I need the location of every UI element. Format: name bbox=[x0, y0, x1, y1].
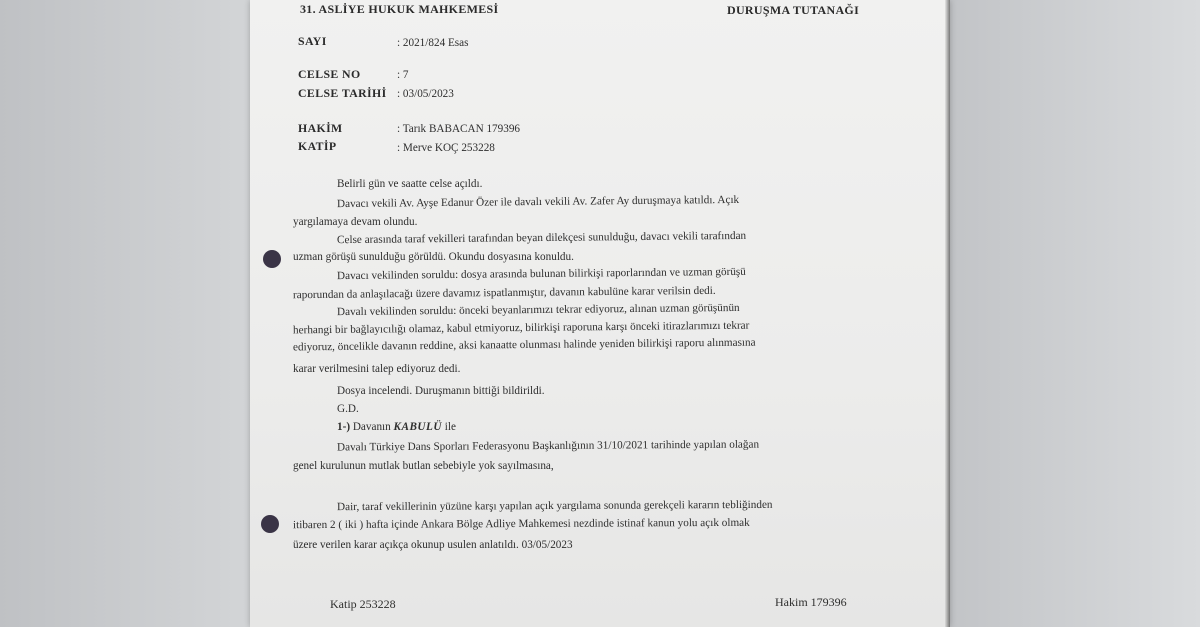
document-type: DURUŞMA TUTANAĞI bbox=[727, 3, 860, 17]
text-line: Davacı vekilinden soruldu: dosya arasında bulunan bilirkişi raporlarından ve uzman görüşü bbox=[336, 265, 746, 283]
court-name: 31. ASLİYE HUKUK MAHKEMESİ bbox=[300, 2, 499, 16]
decision-line bbox=[337, 421, 456, 433]
field-label-celse-tarihi: CELSE TARİHİ bbox=[298, 86, 387, 100]
field-value-hakim: : Tarık BABACAN 179396 bbox=[397, 123, 521, 135]
text-line: karar verilmesini talep ediyoruz dedi. bbox=[293, 363, 461, 375]
text-line: Davalı Türkiye Dans Sporları Federasyonu Başkanlığının 31/10/2021 tarihinde yapılan olağan bbox=[336, 438, 760, 454]
decision-number: 1-) bbox=[337, 421, 351, 433]
text-line: Belirli gün ve saatte celse açıldı. bbox=[337, 178, 483, 190]
judge-signature: Hakim 179396 bbox=[775, 595, 847, 609]
page-edge-shadow bbox=[945, 0, 950, 627]
text-line: G.D. bbox=[337, 403, 359, 415]
field-value-celse-tarihi: : 03/05/2023 bbox=[397, 88, 454, 100]
field-label-celse-no: CELSE NO bbox=[298, 67, 361, 81]
field-value-sayi: : 2021/824 Esas bbox=[397, 37, 469, 49]
text-line: genel kurulunun mutlak butlan sebebiyle yok sayılmasına, bbox=[293, 460, 554, 472]
text-line: itibaren 2 ( iki ) hafta içinde Ankara Bölge Adliye Mahkemesi nezdinde istinaf kanun yolu açık olmak bbox=[292, 516, 750, 532]
text-line: Davacı vekili Av. Ayşe Edanur Özer ile davalı vekili Av. Zafer Ay duruşmaya katıldı. Açık bbox=[336, 193, 740, 211]
text-line: Celse arasında taraf vekilleri tarafından beyan dilekçesi sunulduğu, davacı vekili tarafından bbox=[336, 229, 747, 247]
background-right bbox=[950, 0, 1200, 627]
decision-emphasis: KABULÜ bbox=[393, 421, 442, 433]
text-line: ediyoruz, öncelikle davanın reddine, aksi kanaatte olunması halinde yeniden bilirkişi raporu alınmasına bbox=[292, 336, 756, 354]
field-value-katip: : Merve KOÇ 253228 bbox=[397, 142, 495, 154]
text-line: yargılamaya devam olundu. bbox=[293, 216, 418, 228]
text-line: herhangi bir bağlayıcılığı olamaz, kabul etmiyoruz, bilirkişi raporuna karşı önceki itirazlarımızı tekrar bbox=[292, 319, 750, 337]
field-label-sayi: SAYI bbox=[298, 34, 327, 48]
decision-suffix: ile bbox=[444, 421, 456, 433]
punch-hole bbox=[263, 250, 281, 268]
clerk-signature: Katip 253228 bbox=[330, 597, 396, 611]
field-label-katip: KATİP bbox=[298, 139, 337, 153]
field-value-celse-no: : 7 bbox=[397, 69, 409, 81]
background-left bbox=[0, 0, 250, 627]
text-line: Dair, taraf vekillerinin yüzüne karşı yapılan açık yargılama sonunda gerekçeli kararın tebliğinden bbox=[336, 498, 773, 514]
punch-hole bbox=[261, 515, 279, 533]
field-label-hakim: HAKİM bbox=[298, 121, 343, 135]
decision-prefix: Davanın bbox=[352, 421, 391, 433]
text-line: üzere verilen karar açıkça okunup usulen anlatıldı. 03/05/2023 bbox=[293, 539, 573, 551]
text-line: raporundan da anlaşılacağı üzere davamız ispatlanmıştır, davanın kabulüne karar verilsin dedi. bbox=[292, 284, 716, 302]
text-line: uzman görüşü sunulduğu görüldü. Okundu dosyasına konuldu. bbox=[293, 251, 574, 263]
text-line: Dosya incelendi. Duruşmanın bittiği bildirildi. bbox=[337, 385, 545, 397]
text-line: Davalı vekilinden soruldu: önceki beyanlarımızı tekrar ediyoruz, alınan uzman görüşünün bbox=[336, 301, 740, 319]
